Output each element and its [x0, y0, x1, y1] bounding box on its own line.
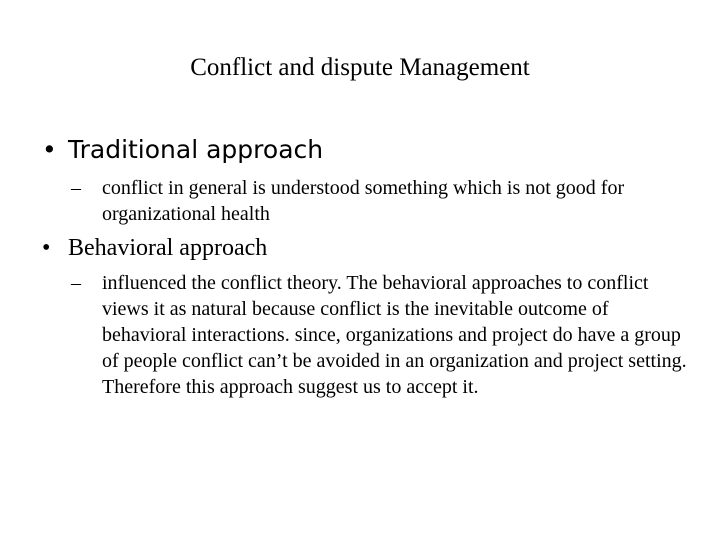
bullet-heading: Traditional approach: [68, 135, 324, 164]
bullet-marker: •: [42, 135, 57, 164]
bullet-marker: •: [42, 235, 51, 261]
dash-marker: –: [71, 272, 81, 294]
sub-point-behavioral: [71, 270, 691, 400]
slide-title: Conflict and dispute Management: [190, 54, 530, 81]
sub-point-text: influenced the conflict theory. The behavioral approaches to conflict views it as natural because conflict is the inevitable outcome of behavioral interactions. since, organizations and project do have a group of people conflict can’t be avoided in an organization and project setting. Therefore this approach suggest us to accept it.: [102, 272, 687, 398]
sub-point-text: conflict in general is understood something which is not good for organizational health: [102, 177, 625, 225]
sub-point-traditional: [71, 175, 691, 227]
dash-marker: –: [71, 177, 81, 199]
bullet-traditional-approach: [42, 132, 323, 168]
bullet-heading: Behavioral approach: [68, 235, 268, 261]
bullet-behavioral-approach: [42, 232, 267, 264]
